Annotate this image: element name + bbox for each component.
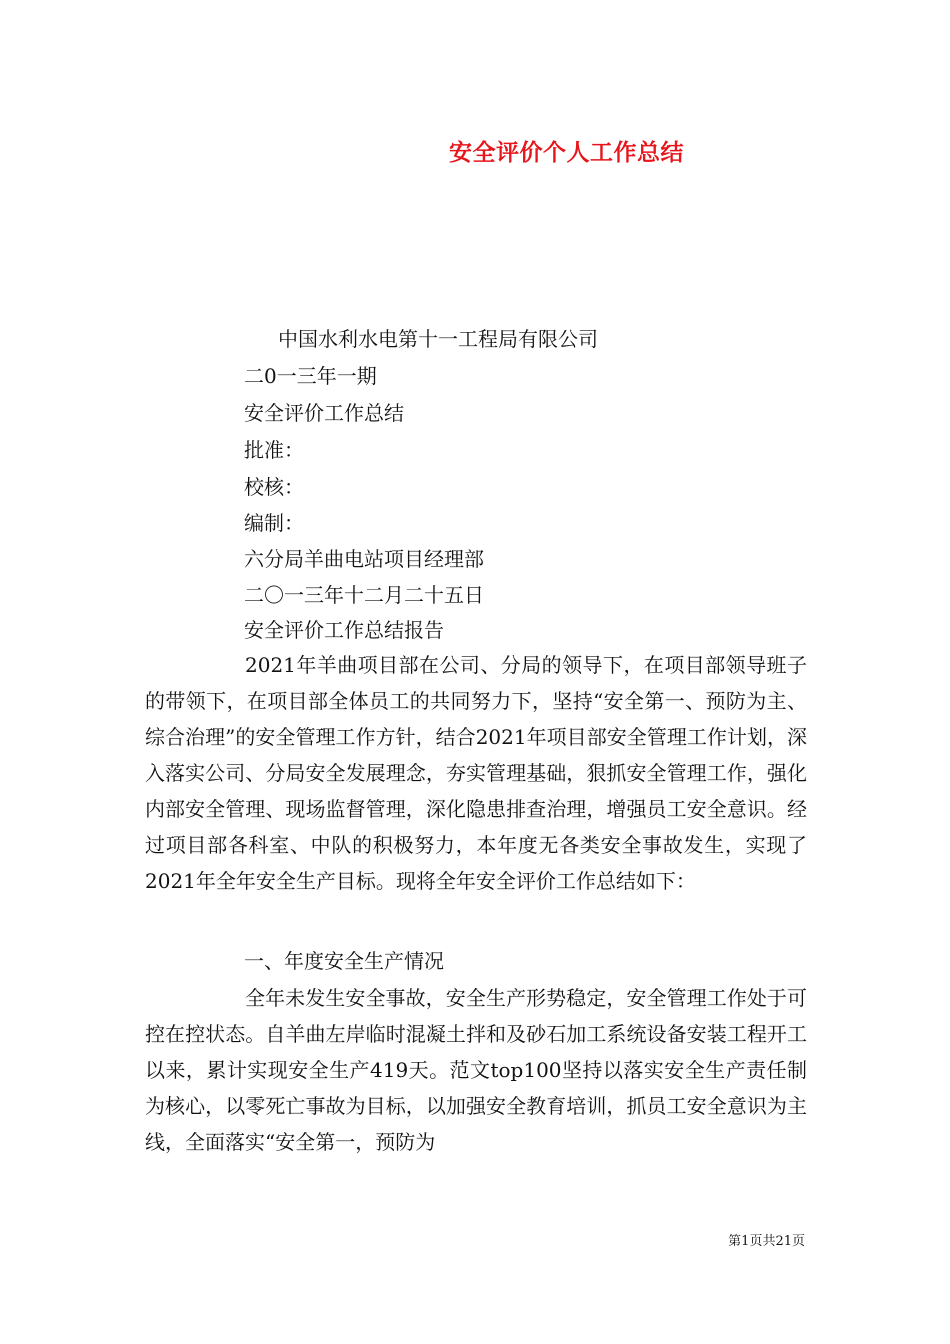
period-line: 二0一三年一期 (244, 364, 377, 388)
organization-name: 中国水利水电第十一工程局有限公司 (278, 327, 598, 351)
department-line: 六分局羊曲电站项目经理部 (244, 547, 484, 571)
section-heading: 一、年度安全生产情况 (244, 949, 444, 973)
report-title-line: 安全评价工作总结报告 (244, 618, 444, 642)
compile-label: 编制： (244, 511, 304, 535)
doc-name-line: 安全评价工作总结 (244, 401, 404, 425)
section-paragraph: 全年未发生安全事故，安全生产形势稳定，安全管理工作处于可控在控状态。自羊曲左岸临时混凝土拌和及砂石加工系统设备安装工程开工以来，累计实现安全生产419天。范文top100坚持以落实安全生产责任制为核心，以零死亡事故为目标，以加强安全教育培训，抓员工安全意识为主线，全面落实“安全第一，预防为 (145, 986, 807, 1154)
page-footer: 第1页共21页 (728, 1234, 805, 1249)
intro-paragraph: 2021年羊曲项目部在公司、分局的领导下，在项目部领导班子的带领下，在项目部全体员工的共同努力下，坚持“安全第一、预防为主、综合治理”的安全管理工作方针，结合2021年项目部安全管理工作计划，深入落实公司、分局安全发展理念，夯实管理基础，狠抓安全管理工作，强化内部安全管理、现场监督管理，深化隐患排查治理，增强员工安全意识。经过项目部各科室、中队的积极努力，本年度无各类安全事故发生，实现了2021年全年安全生产目标。现将全年安全评价工作总结如下： (145, 653, 807, 893)
date-line: 二〇一三年十二月二十五日 (244, 583, 484, 607)
document-title: 安全评价个人工作总结 (449, 139, 684, 166)
review-label: 校核： (244, 475, 304, 499)
approve-label: 批准： (244, 438, 304, 462)
